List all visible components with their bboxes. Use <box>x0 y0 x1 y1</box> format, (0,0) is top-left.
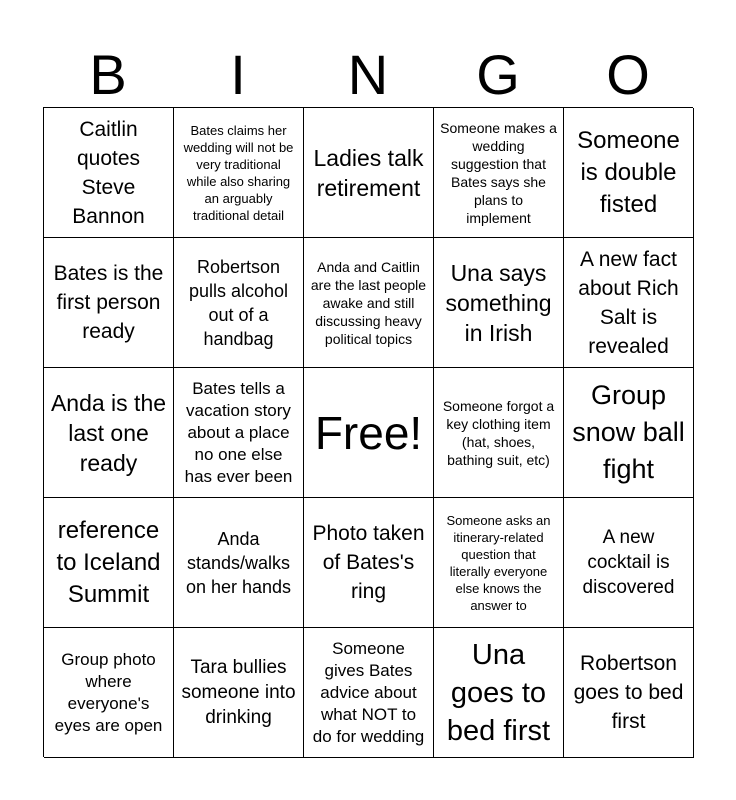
cell-text: Bates tells a vacation story about a place no one else has ever been <box>184 378 293 486</box>
bingo-cell[interactable] <box>564 628 694 758</box>
bingo-cell[interactable] <box>44 368 174 498</box>
cell-text: Robertson pulls alcohol out of a handbag <box>188 256 289 349</box>
cell-text: Someone asks an itinerary-related question that literally everyone else knows the answer to <box>446 512 551 613</box>
cell-text: reference to Iceland Summit <box>56 516 161 608</box>
bingo-cell[interactable] <box>434 368 564 498</box>
cell-text: Una goes to bed first <box>446 638 551 747</box>
free-space[interactable] <box>304 368 434 498</box>
bingo-cell[interactable] <box>434 498 564 628</box>
bingo-cell[interactable] <box>434 238 564 368</box>
cell-text: Someone forgot a key clothing item (hat, shoes, bathing suit, etc) <box>442 397 555 468</box>
cell-text: Anda stands/walks on her hands <box>185 528 292 597</box>
bingo-cell[interactable] <box>304 238 434 368</box>
bingo-header <box>43 42 693 108</box>
bingo-cell[interactable] <box>44 108 174 238</box>
bingo-cell[interactable] <box>44 628 174 758</box>
bingo-cell[interactable] <box>174 498 304 628</box>
cell-text: Caitlin quotes Steve Bannon <box>72 117 145 228</box>
bingo-cell[interactable] <box>564 498 694 628</box>
cell-text: Someone is double fisted <box>577 126 680 218</box>
cell-text: Ladies talk retirement <box>313 144 424 201</box>
bingo-cell[interactable] <box>304 498 434 628</box>
bingo-cell[interactable] <box>174 238 304 368</box>
cell-text: Una says something in Irish <box>445 259 552 346</box>
header-letter-g: G <box>476 43 520 106</box>
bingo-cell[interactable] <box>304 628 434 758</box>
cell-text: Bates claims her wedding will not be very traditional while also sharing an arguably traditional detail <box>183 122 294 223</box>
bingo-cell[interactable] <box>44 498 174 628</box>
bingo-cell[interactable] <box>44 238 174 368</box>
bingo-cell[interactable] <box>174 368 304 498</box>
cell-text: A new fact about Rich Salt is revealed <box>578 247 679 358</box>
header-letter-i: I <box>230 43 246 106</box>
bingo-cell[interactable] <box>564 108 694 238</box>
bingo-cell[interactable] <box>564 238 694 368</box>
bingo-cell[interactable] <box>434 108 564 238</box>
cell-text: Photo taken of Bates's ring <box>312 522 425 603</box>
cell-text: Someone makes a wedding suggestion that Bates says she plans to implement <box>440 119 557 226</box>
bingo-cell[interactable] <box>174 628 304 758</box>
cell-text: Bates is the first person ready <box>53 262 164 343</box>
header-letter-o: O <box>606 43 650 106</box>
cell-text: Anda and Caitlin are the last people awake and still discussing heavy political topics <box>310 258 427 347</box>
cell-text: Group photo where everyone's eyes are open <box>54 649 163 735</box>
bingo-cell[interactable] <box>174 108 304 238</box>
bingo-grid <box>43 107 693 757</box>
cell-text: A new cocktail is discovered <box>582 527 675 598</box>
header-letter-n: N <box>347 43 389 106</box>
cell-text: Tara bullies someone into drinking <box>181 657 296 728</box>
bingo-cell[interactable] <box>564 368 694 498</box>
free-space-label: Free! <box>314 406 423 459</box>
bingo-cell[interactable] <box>304 108 434 238</box>
cell-text: Robertson goes to bed first <box>573 652 684 733</box>
cell-text: Someone gives Bates advice about what NOT to do for wedding <box>312 638 425 746</box>
cell-text: Anda is the last one ready <box>50 389 167 476</box>
cell-text: Group snow ball fight <box>572 380 685 484</box>
bingo-cell[interactable] <box>434 628 564 758</box>
header-letter-b: B <box>89 43 127 106</box>
